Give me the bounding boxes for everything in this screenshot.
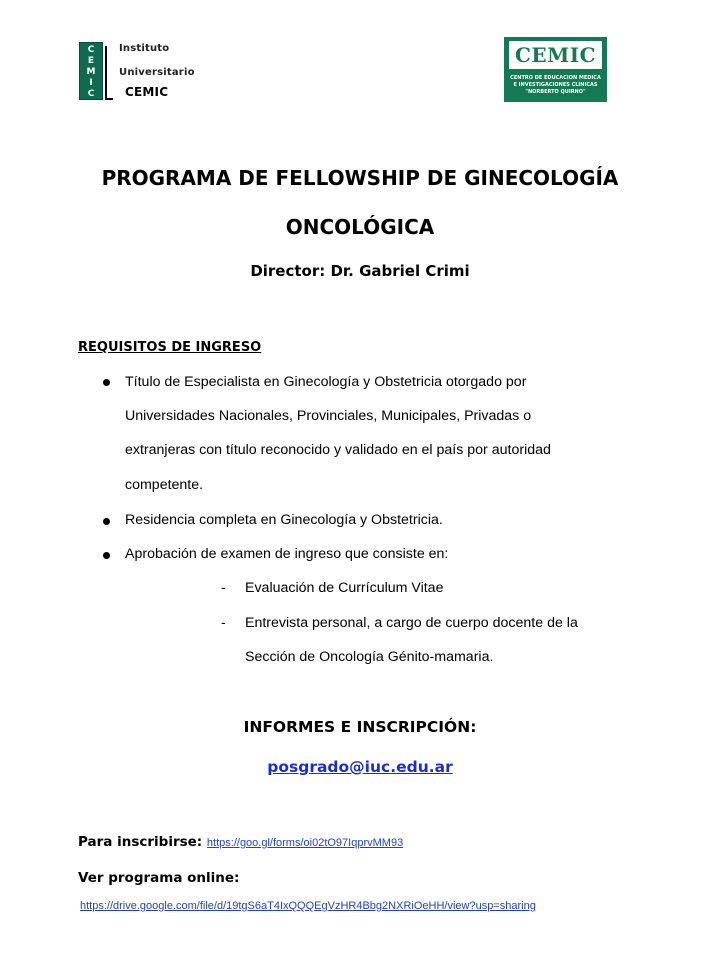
- iuc-logo-line1: Instituto: [119, 43, 170, 54]
- cemic-logo-sub2: E INVESTIGACIONES CLINICAS: [513, 82, 598, 88]
- email-container: [60, 758, 660, 776]
- requirement-1-line2: Universidades Nacionales, Provinciales, Municipales, Privadas o: [125, 408, 532, 424]
- programa-link[interactable]: https://drive.google.com/file/d/19tgS6aT4IxQQQEgVzHR4Bbg2NXRiOeHH/view?usp=sharing: [80, 900, 536, 912]
- inscribirse-row: [78, 834, 403, 850]
- subitem-dash: -: [221, 615, 226, 631]
- iuc-logo-letter: E: [87, 56, 95, 66]
- cemic-logo-sub1: CENTRO DE EDUCACION MEDICA: [510, 75, 601, 81]
- cemic-logo-box: [509, 41, 602, 69]
- iuc-logo-frame: [105, 46, 113, 100]
- iuc-logo-letter: I: [89, 78, 93, 88]
- iuc-logo-bar: [79, 42, 103, 100]
- requirement-1-line3: extranjeras con título reconocido y validado en el país por autoridad: [125, 442, 551, 458]
- cemic-logo-sub3: "NORBERTO QUIRNO": [525, 89, 586, 95]
- programa-label: Ver programa online:: [78, 870, 240, 886]
- informes-heading: INFORMES E INSCRIPCIÓN:: [243, 718, 477, 736]
- inscribirse-link[interactable]: https://goo.gl/forms/oi02tO97IqprvMM93: [206, 837, 404, 849]
- iuc-logo: [79, 40, 197, 102]
- email-link[interactable]: posgrado@iuc.edu.ar: [267, 758, 453, 776]
- subitem-2-line2: Sección de Oncología Génito-mamaria.: [245, 649, 494, 665]
- bullet-icon: [103, 518, 110, 525]
- iuc-logo-letter: M: [86, 67, 96, 77]
- iuc-logo-line3: CEMIC: [125, 85, 169, 99]
- cemic-logo: [504, 37, 607, 102]
- subitem-1: Evaluación de Currículum Vitae: [245, 580, 444, 596]
- requirement-1-line1: Título de Especialista en Ginecología y Obstetricia otorgado por: [125, 374, 527, 390]
- iuc-logo-line2: Universitario: [119, 67, 195, 78]
- subitem-2-line1: Entrevista personal, a cargo de cuerpo docente de la: [245, 615, 578, 631]
- document-title-line1: PROGRAMA DE FELLOWSHIP DE GINECOLOGÍA: [101, 166, 619, 190]
- requirement-2: Residencia completa en Ginecología y Obstetricia.: [125, 512, 443, 528]
- document-title-line2: ONCOLÓGICA: [285, 215, 435, 239]
- requirements-heading: REQUISITOS DE INGRESO: [78, 340, 262, 355]
- iuc-logo-letter: C: [87, 45, 95, 55]
- iuc-logo-letter: C: [87, 89, 95, 99]
- requirement-1-line4: competente.: [125, 477, 204, 493]
- cemic-logo-name: CEMIC: [514, 43, 597, 67]
- director-line: Director: Dr. Gabriel Crimi: [250, 262, 470, 280]
- inscribirse-label: Para inscribirse:: [78, 834, 203, 850]
- bullet-icon: [103, 379, 110, 386]
- requirement-3: Aprobación de examen de ingreso que consiste en:: [125, 546, 449, 562]
- bullet-icon: [103, 552, 110, 559]
- subitem-dash: -: [221, 580, 226, 596]
